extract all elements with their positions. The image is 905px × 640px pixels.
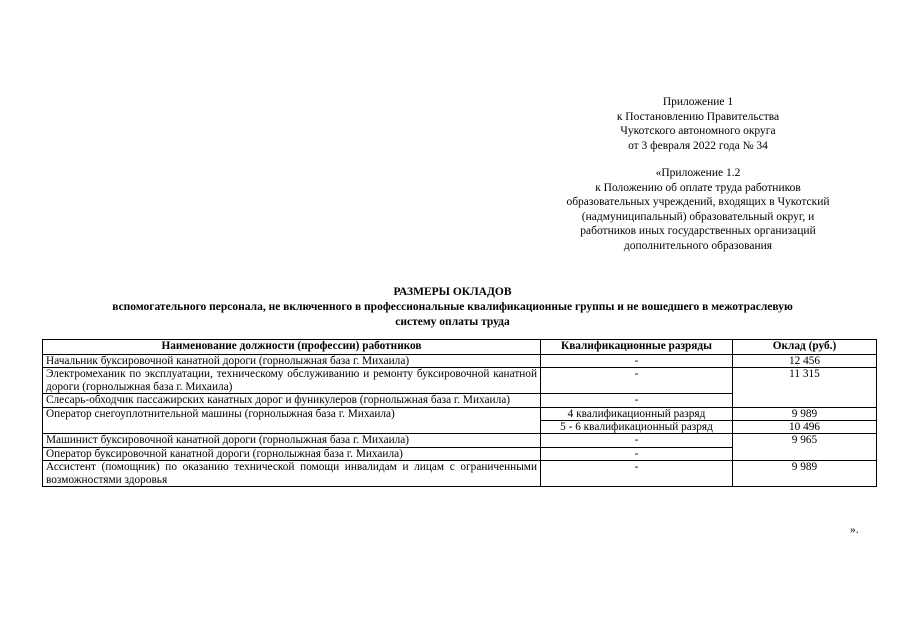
salary-cell: 9 989 — [733, 407, 877, 420]
salary-cell: 9 989 — [733, 461, 877, 487]
grade-cell: 4 квалификационный разряд — [541, 407, 733, 420]
annex-1-2-line: образовательных учреждений, входящих в Чукотский — [566, 196, 830, 209]
annex-1-2-line: «Приложение 1.2 — [655, 167, 741, 179]
salary-cell: 9 965 — [733, 434, 877, 461]
grade-cell: 5 - 6 квалификационный разряд — [541, 421, 733, 434]
table-header-row — [43, 340, 877, 355]
annex-1-2-line: к Положению об оплате труда работников — [595, 181, 801, 194]
grade-cell: - — [541, 394, 733, 407]
closing-quote-mark: ». — [850, 524, 859, 536]
annex-1-2-line: работников иных государственных организаций — [580, 225, 816, 238]
table-row — [43, 461, 877, 487]
position-cell: Начальник буксировочной канатной дороги (горнолыжная база г. Михаила) — [43, 355, 541, 368]
salary-cell: 10 496 — [733, 421, 877, 434]
position-cell: Ассистент (помощник) по оказанию технической помощи инвалидам и лицам с ограниченными возможностями здоровья — [43, 461, 541, 487]
position-cell: Слесарь-обходчик пассажирских канатных дорог и фуникулеров (горнолыжная база г. Михаила) — [43, 394, 541, 407]
grade-cell: - — [541, 355, 733, 368]
salary-cell: 11 315 — [733, 368, 877, 407]
annex-1-2-line: (надмуниципальный) образовательный округ, и — [581, 210, 815, 223]
column-header-grade: Квалификационные разряды — [541, 340, 733, 355]
grade-cell: - — [541, 447, 733, 460]
table-row — [43, 368, 877, 394]
document-subtitle-line-1: вспомогательного персонала, не включенного в профессиональные квалификационные группы и не вошедшего в межотраслевую — [112, 301, 793, 313]
annex-1-2-line: дополнительного образования — [623, 239, 773, 252]
annex-1-header — [520, 95, 876, 153]
table-row — [43, 407, 877, 420]
column-header-salary: Оклад (руб.) — [733, 340, 877, 355]
grade-cell: - — [541, 368, 733, 394]
salary-cell: 12 456 — [733, 355, 877, 368]
position-cell: Оператор буксировочной канатной дороги (горнолыжная база г. Михаила) — [43, 447, 541, 460]
annex-1-line: от 3 февраля 2022 года № 34 — [628, 139, 768, 152]
annex-1-line: к Постановлению Правительства — [616, 110, 780, 123]
document-title: РАЗМЕРЫ ОКЛАДОВ — [393, 286, 512, 298]
position-cell: Электромеханик по эксплуатации, техническому обслуживанию и ремонту буксировочной канатной дороги (горнолыжная база г. Михаила) — [43, 368, 541, 394]
position-cell: Оператор снегоуплотнительной машины (горнолыжная база г. Михаила) — [43, 407, 541, 434]
annex-1-2-header — [520, 166, 876, 254]
position-cell: Машинист буксировочной канатной дороги (горнолыжная база г. Михаила) — [43, 434, 541, 447]
annex-1-line: Приложение 1 — [662, 96, 734, 108]
salary-table — [42, 339, 877, 487]
table-row — [43, 434, 877, 447]
grade-cell: - — [541, 434, 733, 447]
column-header-position: Наименование должности (профессии) работников — [43, 340, 541, 355]
document-subtitle-line-2: систему оплаты труда — [395, 316, 510, 328]
grade-cell: - — [541, 461, 733, 487]
annex-1-line: Чукотского автономного округа — [620, 125, 776, 138]
table-row — [43, 355, 877, 368]
